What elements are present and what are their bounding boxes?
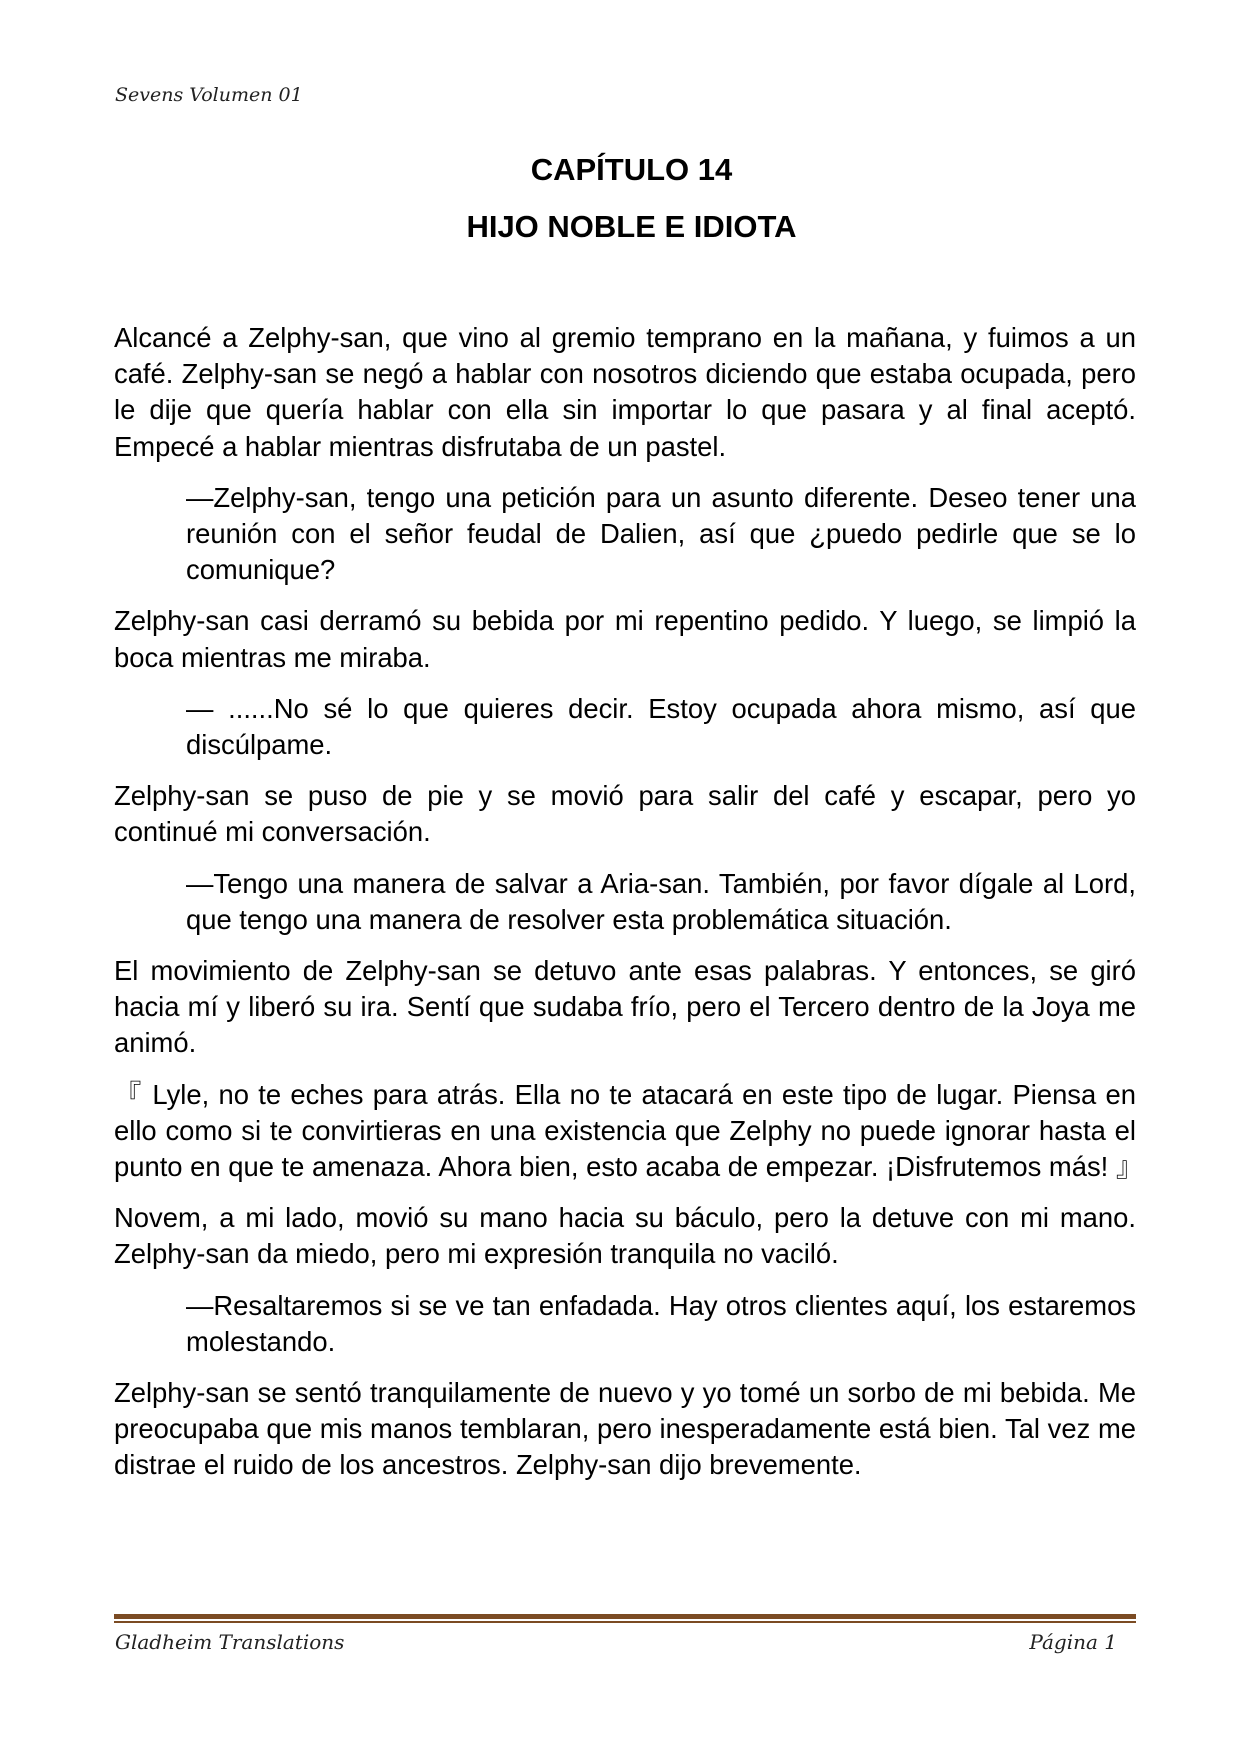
- running-header: Sevens Volumen 01: [115, 84, 303, 106]
- paragraph: Zelphy-san se puso de pie y se movió para salir del café y escapar, pero yo continué mi conversación.: [114, 780, 1136, 848]
- footer-publisher: Gladheim Translations: [115, 1630, 345, 1654]
- footer-rule: [114, 1614, 1136, 1619]
- chapter-title: HIJO NOBLE E IDIOTA: [466, 209, 797, 244]
- dialogue-paragraph: —Zelphy-san, tengo una petición para un asunto diferente. Deseo tener una reunión con el señor feudal de Dalien, así que ¿puedo pedirle que se lo comunique?: [186, 481, 1136, 586]
- quoted-paragraph: 『 Lyle, no te eches para atrás. Ella no te atacará en este tipo de lugar. Piensa en ello como si te convirtieras en una existencia que Zelphy no puede ignorar hasta el punto en que te amenaza. Ahora bien, esto acaba de empezar. ¡Disfrutemos más! 』: [114, 1078, 1144, 1183]
- dialogue-paragraph: —Resaltaremos si se ve tan enfadada. Hay otros clientes aquí, los estaremos molestando.: [186, 1289, 1136, 1357]
- body-text: [114, 320, 1144, 1499]
- page-number: Página 1: [1029, 1630, 1117, 1654]
- paragraph: Alcancé a Zelphy-san, que vino al gremio temprano en la mañana, y fuimos a un café. Zelphy-san se negó a hablar con nosotros diciendo que estaba ocupada, pero le dije que quería hablar con ella sin importar lo que pasara y al final aceptó. Empecé a hablar mientras disfrutaba de un pastel.: [114, 322, 1136, 462]
- paragraph: Novem, a mi lado, movió su mano hacia su báculo, pero la detuve con mi mano. Zelphy-san da miedo, pero mi expresión tranquila no vaciló.: [114, 1202, 1136, 1270]
- footer-rule-thin: [114, 1621, 1136, 1623]
- chapter-number: CAPÍTULO 14: [530, 152, 733, 187]
- paragraph: Zelphy-san se sentó tranquilamente de nuevo y yo tomé un sorbo de mi bebida. Me preocupaba que mis manos temblaran, pero inesperadamente está bien. Tal vez me distrae el ruido de los ancestros. Zelphy-san dijo brevemente.: [114, 1377, 1136, 1481]
- paragraph: Zelphy-san casi derramó su bebida por mi repentino pedido. Y luego, se limpió la boca mientras me miraba.: [114, 605, 1136, 673]
- dialogue-paragraph: —Tengo una manera de salvar a Aria-san. También, por favor dígale al Lord, que tengo una manera de resolver esta problemática situación.: [186, 867, 1136, 935]
- dialogue-paragraph: — ......No sé lo que quieres decir. Estoy ocupada ahora mismo, así que discúlpame.: [186, 692, 1136, 761]
- paragraph: El movimiento de Zelphy-san se detuvo ante esas palabras. Y entonces, se giró hacia mí y liberó su ira. Sentí que sudaba frío, pero el Tercero dentro de la Joya me animó.: [114, 955, 1136, 1059]
